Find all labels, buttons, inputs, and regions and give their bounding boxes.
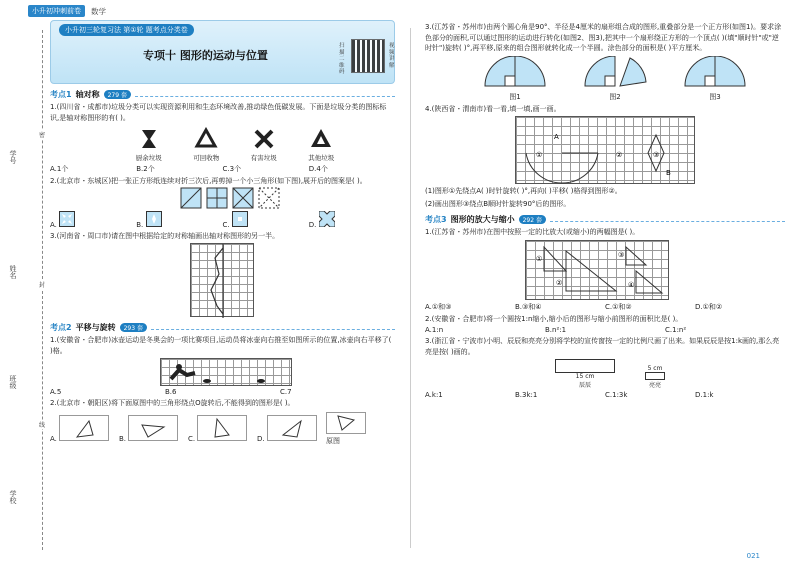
cut-mark-xian: 线 — [39, 422, 46, 429]
label-student-id: 学号 — [9, 150, 17, 164]
left-column — [50, 20, 395, 446]
q5-option-a[interactable]: A. — [50, 415, 119, 443]
q1-icons — [120, 127, 350, 162]
hazardous-icon — [251, 127, 277, 162]
q8-option-d[interactable]: D.①和② — [695, 302, 723, 311]
kp2-name: 考点2 — [50, 322, 72, 332]
q10-option-a[interactable]: A.k:1 — [425, 391, 443, 399]
subject-label: 数学 — [91, 6, 106, 16]
question-10: 3.(浙江省・宁波市)小明、辰辰和亮亮分别将学校的宣传窗按一定的比例尺画了出来。如果辰辰是按1:k画的,那么亮亮是按( )画的。 — [425, 337, 780, 356]
q4-curling-grid — [160, 358, 292, 386]
fig2-label: 图2 — [609, 92, 621, 101]
q8-options — [425, 302, 785, 312]
q8-option-a[interactable]: A.①和③ — [425, 302, 452, 311]
label-school: 学校 — [9, 490, 17, 504]
kp1-rule — [135, 91, 395, 97]
series-label: 小升初三轮复习法 第①轮 题考点分类卷 — [59, 24, 194, 36]
q2-option-c[interactable]: C. — [223, 211, 309, 229]
kp3-header — [425, 213, 785, 225]
q5-origin-label: 原图 — [326, 436, 340, 445]
q1-option-c[interactable]: C.3个 — [222, 165, 242, 173]
q4-option-c[interactable]: C.7 — [280, 388, 292, 396]
q8-label-3: ③ — [618, 250, 625, 259]
icon-label-kitchen: 厨余垃圾 — [135, 154, 162, 162]
question-1: 1.(四川省・成都市)垃圾分类可以实现资源利用和生态环境改善,推动绿色低碳发展。下面是垃圾分类的图标标识,是轴对称图形的有( )。 — [50, 103, 387, 122]
question-9: 2.(安徽省・合肥市)将一个圆按1:n缩小,缩小后的图形与缩小前图形的面积比是( )。 — [425, 314, 683, 323]
liangliang-size: 5 cm — [647, 365, 663, 372]
q10-options — [425, 391, 785, 399]
q1-option-d[interactable]: D.4个 — [308, 165, 328, 173]
qr-code-icon[interactable] — [351, 39, 385, 73]
seal-line — [42, 30, 43, 550]
q10-option-d[interactable]: D.1:k — [695, 391, 714, 399]
cut-mark-mi: 密 — [39, 132, 46, 139]
page-number: 021 — [746, 552, 760, 560]
question-8: 1.(江苏省・苏州市)在图中按照一定的比放大(或缩小)的两幅图是( )。 — [425, 228, 640, 236]
q9-option-a[interactable]: A.1:n — [425, 326, 444, 334]
column-divider — [410, 28, 411, 548]
chenchen-size: 15 cm — [575, 373, 595, 380]
q4-option-a[interactable]: A.5 — [50, 388, 62, 396]
liangliang-rect — [645, 372, 665, 380]
kp2-rule — [151, 324, 395, 330]
kitchen-waste-icon — [136, 127, 162, 162]
q8-label-2: ② — [556, 278, 563, 287]
q9-option-b[interactable]: B.n²:1 — [545, 326, 567, 334]
q7-point-a: A — [554, 133, 559, 141]
q7-point-b: B — [666, 169, 671, 177]
q5-options — [50, 412, 395, 446]
q7-shape-3: ③ — [653, 151, 660, 159]
q7-sub1: (1)图形①先绕点A( )时针旋转( )°,再向( )平移( )格得到图形②。 — [425, 187, 622, 195]
fig1-label: 图1 — [509, 92, 521, 101]
kp2-topic: 平移与旋转 — [75, 322, 116, 332]
kp1-name: 考点1 — [50, 89, 72, 99]
q1-option-a[interactable]: A.1个 — [50, 165, 69, 173]
brand-tag: 小升初冲刺前卷 — [28, 5, 85, 17]
icon-label-hazardous: 有害垃圾 — [250, 154, 277, 162]
kp3-topic: 图形的放大与缩小 — [450, 214, 515, 224]
q7-shape-2: ② — [616, 151, 623, 159]
label-name: 姓名 — [9, 265, 17, 279]
icon-label-recyclable: 可回收物 — [193, 154, 220, 162]
kp2-header — [50, 321, 395, 333]
q4-options — [50, 388, 395, 396]
q10-liangliang — [645, 365, 665, 389]
q5-option-d[interactable]: D. — [257, 415, 326, 443]
recyclable-icon — [193, 127, 219, 162]
q6-fig3 — [680, 56, 750, 102]
q7-grid[interactable] — [515, 116, 695, 184]
right-column — [425, 20, 785, 399]
q10-option-c[interactable]: C.1:3k — [605, 391, 628, 399]
fig3-label: 图3 — [709, 92, 721, 101]
question-7: 4.(陕西省・渭南市)看一看,填一填,画一画。 — [425, 104, 561, 113]
q6-figures — [465, 56, 765, 102]
kp3-rule — [550, 216, 785, 222]
q1-options — [50, 164, 395, 174]
q10-figures — [555, 359, 785, 389]
question-4: 1.(安徽省・合肥市)冰壶运动是冬奥会的一项比赛项目,运动员将冰壶向右推至如图所示的位置,冰壶向右平移了( )格。 — [50, 336, 392, 355]
q2-options — [50, 211, 395, 229]
question-5: 2.(北京市・朝阳区)将下面原图中的三角形绕点O旋转后,不能得到的图形是( )。 — [50, 399, 295, 407]
question-2: 2.(北京市・东城区)把一张正方形纸连续对折三次后,再剪掉一个小三角形(如下图),展开后的图案是( )。 — [50, 177, 367, 185]
q8-label-1: ① — [536, 254, 543, 263]
kp3-badge: 292 套 — [519, 215, 546, 224]
other-waste-icon — [308, 127, 334, 162]
q9-option-c[interactable]: C.1:n² — [665, 326, 687, 334]
qr-label-left: 扫描二维码 — [339, 43, 345, 75]
kp1-badge: 279 套 — [104, 90, 131, 99]
q8-label-4: ④ — [628, 280, 635, 289]
q7-shape-1: ① — [536, 151, 543, 159]
chenchen-label: 辰辰 — [578, 382, 591, 389]
q6-fig2 — [580, 56, 650, 102]
question-3: 3.(河南省・周口市)请在图中根据给定的对称轴画出轴对称图形的另一半。 — [50, 231, 280, 240]
title-banner — [50, 20, 395, 84]
q9-options — [425, 326, 785, 334]
binding-gutter — [0, 0, 46, 566]
q2-option-a[interactable]: A. — [50, 211, 136, 229]
q3-grid[interactable] — [190, 243, 254, 317]
q5-option-b[interactable]: B. — [119, 415, 188, 443]
cut-mark-feng: 封 — [39, 282, 46, 289]
q5-option-c[interactable]: C. — [188, 415, 257, 443]
kp1-header — [50, 88, 395, 100]
kp1-topic: 轴对称 — [75, 89, 100, 99]
liangliang-label: 亮亮 — [648, 382, 661, 389]
q8-grid — [525, 240, 669, 300]
label-class: 班级 — [9, 375, 17, 389]
qr-label-right: 视频讲解 — [389, 43, 395, 69]
icon-label-other: 其他垃圾 — [308, 154, 335, 162]
q8-option-b[interactable]: B.③和④ — [515, 302, 542, 311]
question-6: 3.(江苏省・苏州市)由两个圆心角是90°、半径是4厘米的扇形组合成的图形,重叠部分是一个正方形(如图1)。要求涂色部分的面积,可以通过图形的运动进行转化(如图2、图3),把其中一个扇形绕正方形的一个顶点( )(填"顺时针"或"逆时针")旋转( )°,再平移,原来的组合图形就转化成一个半圆。涂色部分的面积是( )平方厘米。 — [425, 23, 782, 52]
q2-fold-figure — [180, 187, 395, 209]
kp2-badge: 293 套 — [120, 323, 147, 332]
q8-option-c[interactable]: C.①和② — [605, 302, 632, 311]
q10-chenchen — [555, 359, 615, 389]
q10-option-b[interactable]: B.3k:1 — [515, 391, 538, 399]
q2-option-d[interactable]: D. — [309, 211, 395, 229]
q7-sub2: (2)画出图形③绕点B顺时针旋转90°后的图形。 — [425, 199, 571, 208]
q6-fig1 — [480, 56, 550, 102]
kp3-name: 考点3 — [425, 214, 447, 224]
q5-origin — [326, 412, 395, 446]
chenchen-rect — [555, 359, 615, 373]
page-title: 专项十 图形的运动与位置 — [143, 49, 268, 62]
q1-option-b[interactable]: B.2个 — [136, 165, 155, 173]
q4-option-b[interactable]: B.6 — [165, 388, 177, 396]
q2-option-b[interactable]: B. — [136, 211, 222, 229]
